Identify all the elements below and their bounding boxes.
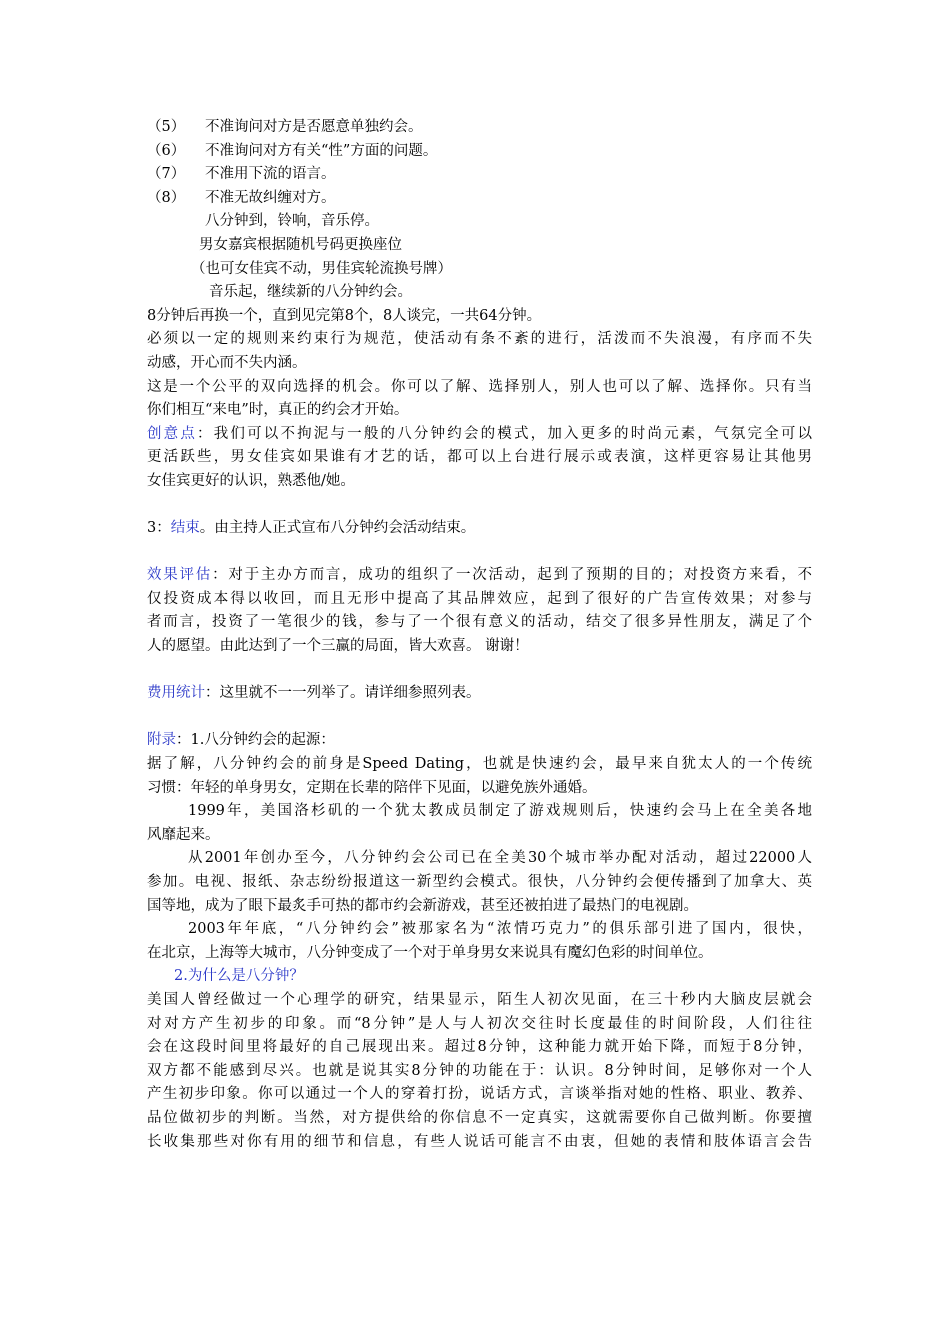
evaluation-paragraph-line: 者而言，投资了一笔很少的钱，参与了一个很有意义的活动，结交了很多异性朋友，满足了个	[147, 614, 812, 631]
cost-paragraph: 费用统计：这里就不一一列举了。请详细参照列表。	[147, 685, 481, 702]
flow-line: （也可女佳宾不动，男佳宾轮流换号牌）	[191, 260, 452, 277]
appendix-paragraph-line: 美国人曾经做过一个心理学的研究，结果显示，陌生人初次见面，在三十秒内大脑皮层就会	[147, 991, 812, 1008]
creative-paragraph-line: 创意点：我们可以不拘泥与一般的八分钟约会的模式，加入更多的时尚元素，气氛完全可以	[147, 425, 812, 442]
appendix-paragraph-line: 1999年，美国洛杉矶的一个犹太教成员制定了游戏规则后，快速约会马上在全美各地	[188, 803, 812, 820]
fair-paragraph-line: 这是一个公平的双向选择的机会。你可以了解、选择别人，别人也可以了解、选择你。只有当	[147, 378, 812, 395]
rule-item: （8） 不准无故纠缠对方。	[147, 189, 336, 206]
rotation-paragraph: 8分钟后再换一个，直到见完第8个，8人谈完，一共64分钟。	[147, 307, 542, 324]
fair-paragraph-line: 你们相互“来电”时，真正的约会才开始。	[147, 402, 409, 419]
appendix-paragraph-line: 2003年年底，“八分钟约会”被那家名为“浓情巧克力”的俱乐部引进了国内，很快，	[188, 921, 812, 938]
evaluation-paragraph-line: 效果评估：对于主办方而言，成功的组织了一次活动，起到了预期的目的；对投资方来看，不	[147, 567, 812, 584]
appendix-paragraph-line: 品位做初步的判断。当然，对方提供给的你信息不一定真实，这就需要你自己做判断。你要擅	[147, 1109, 812, 1126]
creative-paragraph-line: 更活跃些，男女佳宾如果谁有才艺的话，都可以上台进行展示或表演，这样更容易让其他男	[147, 449, 812, 466]
rules-paragraph-line: 动感，开心而不失内涵。	[147, 354, 307, 371]
appendix-paragraph-line: 在北京，上海等大城市，八分钟变成了一个对于单身男女来说具有魔幻色彩的时间单位。	[147, 944, 713, 961]
creative-label: 创意点	[147, 425, 198, 442]
evaluation-paragraph-line: 仅投资成本得以收回，而且无形中提高了其品牌效应，起到了很好的广告宣传效果；对参与	[147, 590, 812, 607]
ending-paragraph: 3：结束。由主持人正式宣布八分钟约会活动结束。	[147, 520, 476, 537]
rule-item: （6） 不准询问对方有关“性”方面的问题。	[147, 142, 438, 159]
appendix-paragraph-line: 会在这段时间里将最好的自己展现出来。超过8分钟，这种能力就开始下降，而短于8分钟，	[147, 1039, 812, 1056]
flow-line: 音乐起，继续新的八分钟约会。	[209, 284, 412, 301]
appendix-heading: 附录：1.八分钟约会的起源：	[147, 732, 335, 749]
appendix-paragraph-line: 对对方产生初步的印象。而“8分钟”是人与人初次交往时长度最佳的时间阶段，人们往往	[147, 1015, 812, 1032]
appendix-paragraph-line: 产生初步印象。你可以通过一个人的穿着打扮，说话方式，言谈举指对她的性格、职业、教养、	[147, 1086, 812, 1103]
document-page	[147, 116, 812, 1154]
appendix-paragraph-line: 从2001年创办至今，八分钟约会公司已在全美30个城市举办配对活动，超过22000人	[188, 850, 812, 867]
appendix-paragraph-line: 习惯：年轻的单身男女，定期在长辈的陪伴下见面，以避免族外通婚。	[147, 779, 597, 796]
rules-paragraph-line: 必须以一定的规则来约束行为规范，使活动有条不紊的进行，活泼而不失浪漫，有序而不失	[147, 331, 812, 348]
flow-line: 八分钟到，铃响，音乐停。	[205, 213, 379, 230]
flow-line: 男女嘉宾根据随机号码更换座位	[199, 236, 402, 253]
cost-label: 费用统计	[147, 685, 205, 702]
appendix-paragraph-line: 双方都不能感到尽兴。也就是说其实8分钟的功能在于：认识。8分钟时间，足够你对一个人	[147, 1062, 812, 1079]
creative-paragraph-line: 女佳宾更好的认识，熟悉他/她。	[147, 472, 355, 489]
appendix-label: 附录	[147, 732, 176, 749]
appendix-paragraph-line: 国等地，成为了眼下最炙手可热的都市约会新游戏，甚至还被拍进了最热门的电视剧。	[147, 897, 698, 914]
appendix-paragraph-line: 长收集那些对你有用的细节和信息，有些人说话可能言不由衷，但她的表情和肢体语言会告	[147, 1133, 812, 1150]
rule-item: （5） 不准询问对方是否愿意单独约会。	[147, 119, 423, 135]
ending-label: 结束	[170, 520, 200, 537]
appendix-paragraph-line: 据了解，八分钟约会的前身是Speed Dating，也就是快速约会，最早来自犹太人的一个传统	[147, 756, 812, 773]
rule-item: （7） 不准用下流的语言。	[147, 166, 336, 183]
appendix-paragraph-line: 风靡起来。	[147, 826, 220, 843]
evaluation-paragraph-line: 人的愿望。由此达到了一个三赢的局面，皆大欢喜。 谢谢！	[147, 638, 529, 655]
appendix-paragraph-line: 参加。电视、报纸、杂志纷纷报道这一新型约会模式。很快，八分钟约会便传播到了加拿大、英	[147, 874, 812, 890]
appendix-subheading: 2.为什么是八分钟？	[174, 968, 304, 985]
evaluation-label: 效果评估	[147, 567, 213, 584]
